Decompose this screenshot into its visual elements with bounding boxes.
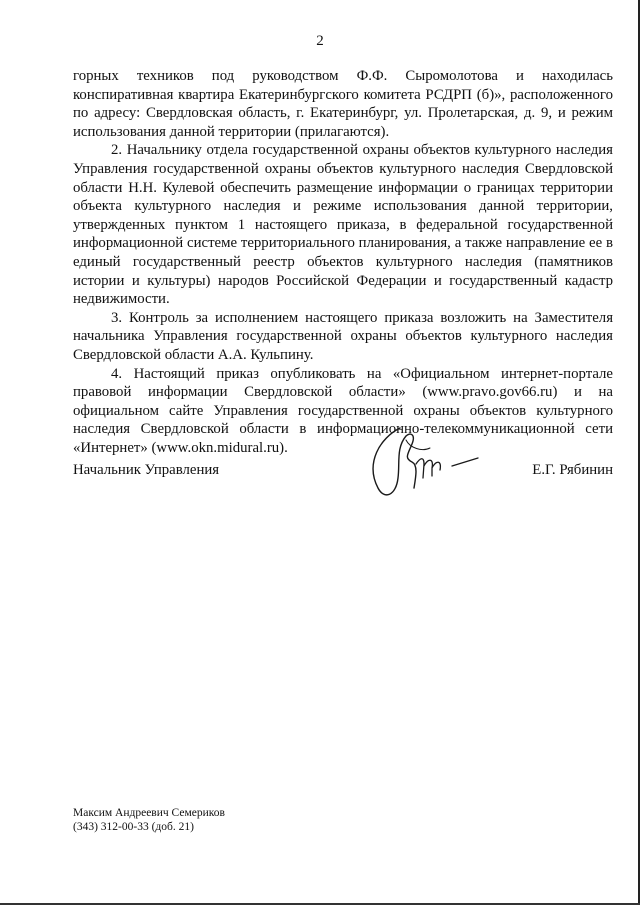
paragraph-3: 3. Контроль за исполнением настоящего приказа возложить на Заместителя начальника Управления государственной охраны объектов культурного наследия Свердловской области А.А. Кульпину.: [73, 309, 613, 363]
paragraph-4: 4. Настоящий приказ опубликовать на «Официальном интернет-портале правовой информации Свердловской области» (www.pravo.gov66.ru) и на официальном сайте Управления государственной охраны объектов культурного наследия Свердловской области в информационно-телекоммуникационной сети «Интернет» (www.okn.midural.ru).: [73, 365, 613, 456]
paragraph-1-continuation: горных техников под руководством Ф.Ф. Сыромолотова и находилась конспиративная квартира Екатеринбургского комитета РСДРП (б)», расположенного по адресу: Свердловская область, г. Екатеринбург, ул. Пролетарская, д. 9, и режим использования данной территории (прилагаются).: [73, 68, 613, 140]
executor-name: Максим Андреевич Семериков: [73, 807, 225, 819]
handwritten-signature: [360, 418, 490, 513]
document-body: [73, 67, 613, 457]
signature-block: [73, 462, 613, 486]
signatory-title: Начальник Управления: [73, 462, 220, 478]
executor-phone: (343) 312-00-33 (доб. 21): [73, 821, 194, 833]
signatory-name: Е.Г. Рябинин: [532, 462, 613, 478]
paragraph-2: 2. Начальнику отдела государственной охраны объектов культурного наследия Управления государственной охраны объектов культурного наследия Свердловской области Н.Н. Кулевой обеспечить размещение информации о границах территории объекта культурного наследия и режиме использования данной территории, утвержденных пунктом 1 настоящего приказа, в федеральной государственной информационной системе территориального планирования, а также направление ее в единый государственный реестр объектов культурного наследия (памятников истории и культуры) народов Российской Федерации и государственный кадастр недвижимости.: [73, 142, 613, 308]
executor-info: [73, 806, 225, 834]
page-number: 2: [316, 33, 324, 49]
